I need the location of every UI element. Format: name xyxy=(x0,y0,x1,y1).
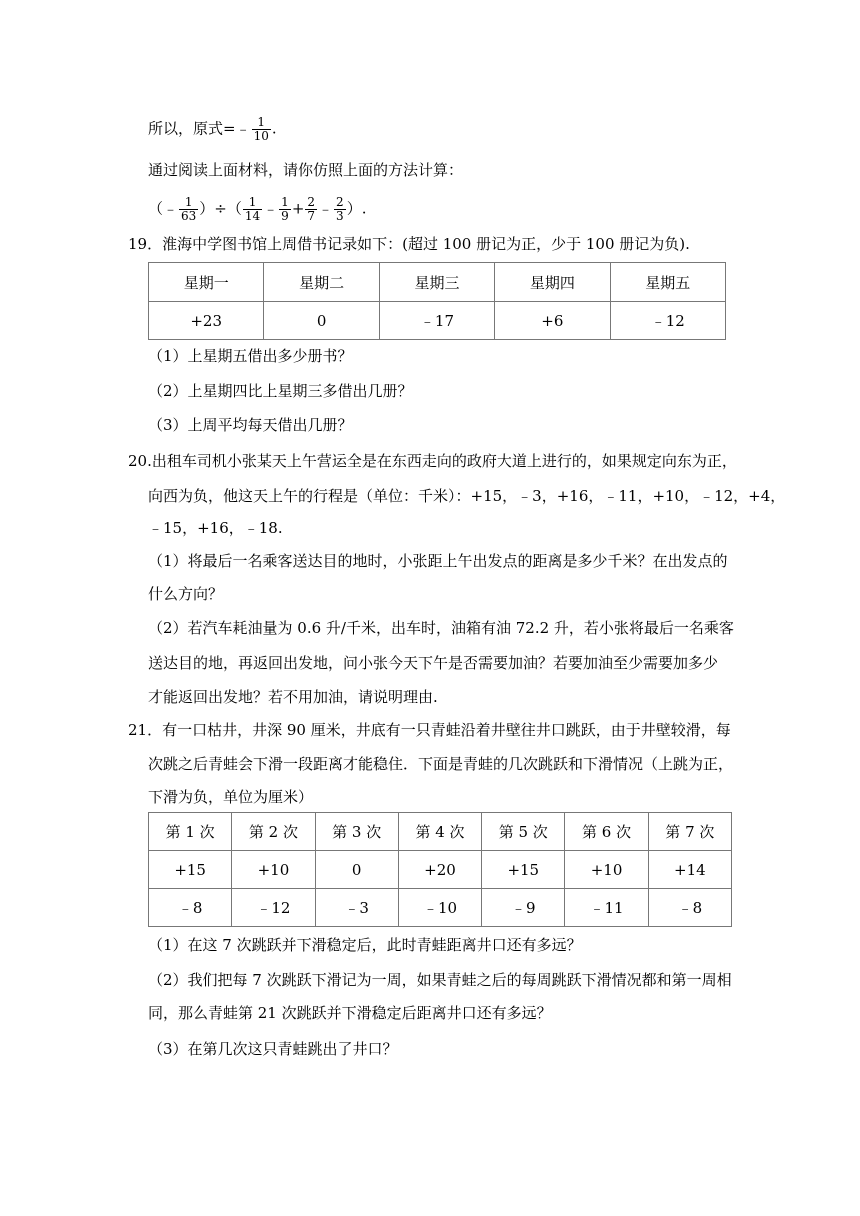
conclusion-suffix: . xyxy=(271,119,277,138)
fraction-1-14: $\frac{1}{14}$ xyxy=(244,195,261,223)
q20-sub-1a: （1）将最后一名乘客送达目的地时，小张距上午出发点的距离是多少千米？在出发点的 xyxy=(148,552,728,570)
table-row xyxy=(149,302,726,340)
table-header-cell: 星期四 xyxy=(495,263,610,302)
q21-sub-3: （3）在第几次这只青蛙跳出了井口？ xyxy=(148,1040,398,1058)
q21-text: 有一口枯井，井深 90 厘米，井底有一只青蛙沿着井壁往井口跳跃，由于井壁较滑，每 xyxy=(162,721,731,739)
conclusion-text: 所以，原式=﹣ xyxy=(148,119,251,138)
table-header-cell: 星期一 xyxy=(149,263,264,302)
q20-line-3: ﹣15，+16，﹣18. xyxy=(148,519,283,537)
q21-sub-2a: （2）我们把每 7 次跳跃下滑记为一周，如果青蛙之后的每周跳跃下滑情况都和第一周相 xyxy=(148,971,732,989)
table-cell: ﹣17 xyxy=(379,302,494,340)
q21-line-1 xyxy=(128,720,731,740)
table-header-cell: 第 1 次 xyxy=(149,813,232,851)
table-cell: 0 xyxy=(264,302,379,340)
expr-op: ﹣ xyxy=(263,199,279,218)
q21-sub-1: （1）在这 7 次跳跃并下滑稳定后，此时青蛙距离井口还有多远？ xyxy=(148,936,582,954)
q20-sub-1b: 什么方向？ xyxy=(148,585,224,603)
fraction-1-63: $\frac{1}{63}$ xyxy=(181,195,197,223)
table-cell: ﹣12 xyxy=(232,889,315,927)
table-row xyxy=(149,813,732,851)
expr-div: ）÷（ xyxy=(199,199,242,218)
table-cell: 0 xyxy=(315,851,398,889)
table-row xyxy=(149,851,732,889)
fraction-2-7: $\frac{2}{7}$ xyxy=(307,195,316,223)
table-cell: ﹣3 xyxy=(315,889,398,927)
q20-text: 出租车司机小张某天上午营运全是在东西走向的政府大道上进行的，如果规定向东为正， xyxy=(151,452,737,470)
table-header-cell: 星期二 xyxy=(264,263,379,302)
table-cell: +15 xyxy=(482,851,565,889)
table-cell: +23 xyxy=(149,302,264,340)
table-cell: +15 xyxy=(149,851,232,889)
q20-sub-2a: （2）若汽车耗油量为 0.6 升/千米，出车时，油箱有油 72.2 升，若小张将最后一名乘客 xyxy=(148,619,734,637)
table-header-cell: 星期三 xyxy=(379,263,494,302)
table-cell: ﹣8 xyxy=(149,889,232,927)
expr-end: ）. xyxy=(346,199,367,218)
fraction-1-10: $\frac{1}{10}$ xyxy=(253,115,269,143)
q21-line-3: 下滑为负，单位为厘米） xyxy=(148,788,314,806)
q21-number: 21． xyxy=(128,721,163,739)
table-cell: +20 xyxy=(398,851,481,889)
table-cell: ﹣12 xyxy=(610,302,725,340)
instruction-line: 通过阅读上面材料，请你仿照上面的方法计算： xyxy=(148,161,464,179)
q19-sub-1: （1）上星期五借出多少册书？ xyxy=(148,347,353,365)
q21-line-2: 次跳之后青蛙会下滑一段距离才能稳住．下面是青蛙的几次跳跃和下滑情况（上跳为正， xyxy=(148,755,734,773)
table-header-cell: 第 4 次 xyxy=(398,813,481,851)
q21-table xyxy=(148,812,732,927)
expr-op: + xyxy=(291,199,305,218)
q19-sub-3: （3）上周平均每天借出几册？ xyxy=(148,416,353,434)
fraction-1-9: $\frac{1}{9}$ xyxy=(281,195,289,223)
table-header-cell: 第 5 次 xyxy=(482,813,565,851)
table-cell: +10 xyxy=(565,851,648,889)
table-cell: +10 xyxy=(232,851,315,889)
expr-op: ﹣ xyxy=(318,199,334,218)
q19-number: 19． xyxy=(128,235,163,253)
q20-number: 20. xyxy=(128,452,152,470)
table-cell: +6 xyxy=(495,302,610,340)
table-cell: +14 xyxy=(648,851,731,889)
q19-table xyxy=(148,262,726,340)
fraction-2-3: $\frac{2}{3}$ xyxy=(336,195,344,223)
q19-text: 淮海中学图书馆上周借书记录如下：(超过 100 册记为正，少于 100 册记为负). xyxy=(162,235,690,253)
conclusion-line xyxy=(148,116,277,143)
table-header-cell: 第 7 次 xyxy=(648,813,731,851)
table-header-cell: 星期五 xyxy=(610,263,725,302)
q19-sub-2: （2）上星期四比上星期三多借出几册？ xyxy=(148,382,413,400)
q20-line-2: 向西为负，他这天上午的行程是（单位：千米）：+15，﹣3，+16，﹣11，+10，﹣12，+4， xyxy=(148,487,786,505)
table-cell: ﹣8 xyxy=(648,889,731,927)
q20-sub-2b: 送达目的地，再返回出发地，问小张今天下午是否需要加油？若要加油至少需要加多少 xyxy=(148,654,719,672)
table-row xyxy=(149,889,732,927)
table-cell: ﹣11 xyxy=(565,889,648,927)
table-header-cell: 第 3 次 xyxy=(315,813,398,851)
table-cell: ﹣9 xyxy=(482,889,565,927)
q20-sub-2c: 才能返回出发地？若不用加油，请说明理由. xyxy=(148,688,438,706)
table-header-cell: 第 6 次 xyxy=(565,813,648,851)
table-cell: ﹣10 xyxy=(398,889,481,927)
expr-lparen: （﹣ xyxy=(148,199,179,218)
expression-line xyxy=(148,196,366,223)
table-header-cell: 第 2 次 xyxy=(232,813,315,851)
q20-line-1 xyxy=(128,451,737,471)
q21-sub-2b: 同，那么青蛙第 21 次跳跃并下滑稳定后距离井口还有多远？ xyxy=(148,1004,552,1022)
q19-stem xyxy=(128,234,690,254)
table-row xyxy=(149,263,726,302)
